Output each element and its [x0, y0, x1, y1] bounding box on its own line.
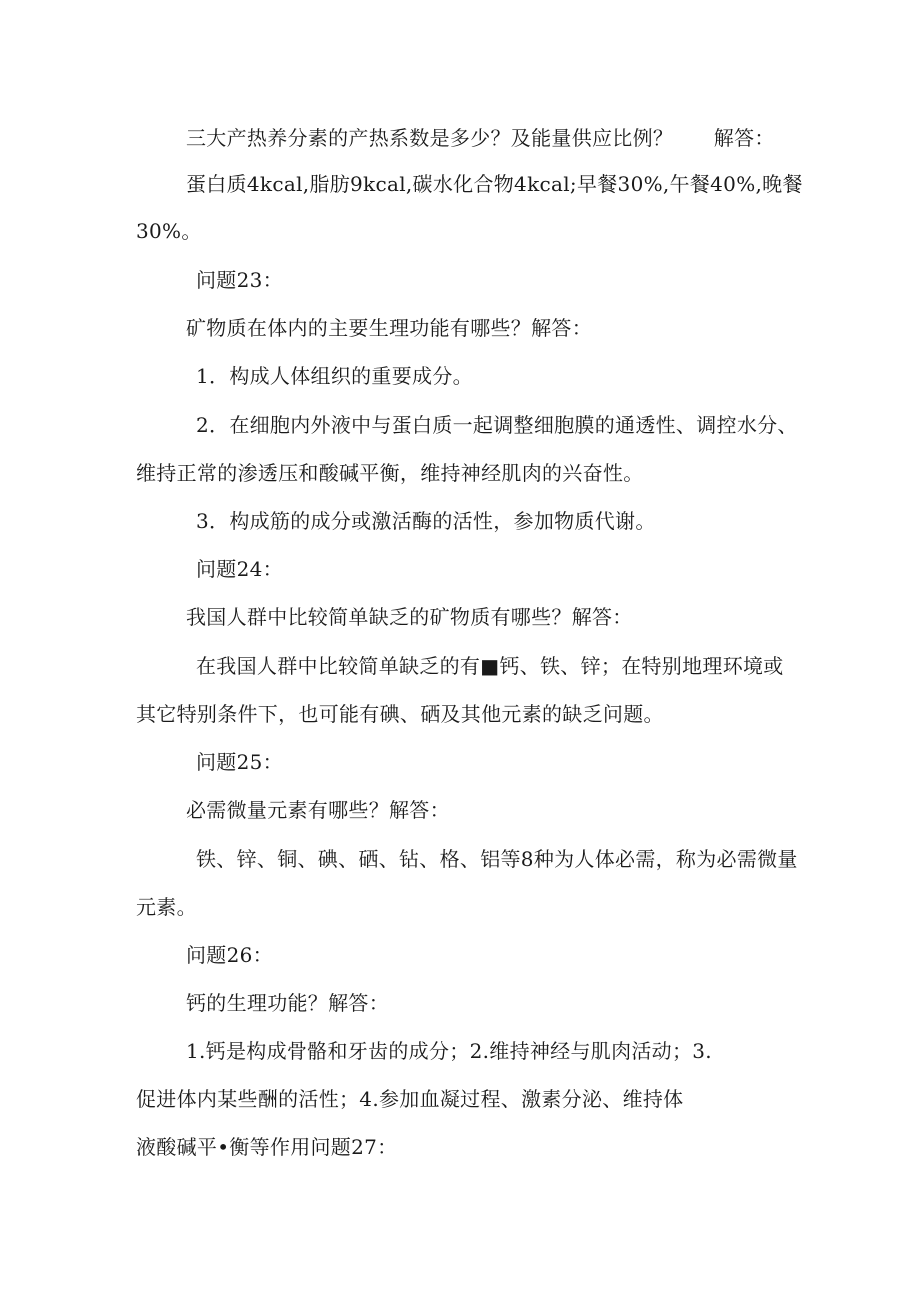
- text-line: 其它特别条件下，也可能有碘、硒及其他元素的缺乏问题。: [136, 702, 664, 726]
- section-heading: 问题26：: [186, 943, 273, 967]
- answer-line: 在我国人群中比较简单缺乏的有■钙、铁、锌；在特别地理环境或: [196, 654, 784, 678]
- list-item: 2．在细胞内外液中与蛋白质一起调整细胞膜的通透性、调控水分、: [196, 413, 798, 437]
- question-line: 我国人群中比较简单缺乏的矿物质有哪些？解答：: [186, 605, 633, 629]
- text-line: 维持正常的渗透压和酸碱平衡，维持神经肌肉的兴奋性。: [136, 461, 644, 485]
- list-item: 3．构成筋的成分或激活酶的活性，参加物质代谢。: [196, 509, 656, 533]
- answer-line: 1.钙是构成骨骼和牙齿的成分；2.维持神经与肌肉活动；3.: [186, 1039, 712, 1063]
- text-line: 三大产热养分素的产热系数是多少？及能量供应比例？ 解答：: [186, 126, 775, 150]
- answer-line: 铁、锌、铜、碘、硒、钻、格、铝等8种为人体必需，称为必需微量: [196, 847, 798, 871]
- section-heading: 问题24：: [196, 557, 283, 581]
- section-heading: 问题23：: [196, 268, 283, 292]
- section-heading: 问题25：: [196, 750, 283, 774]
- text-line: 促进体内某些酬的活性；4.参加血凝过程、激素分泌、维持体: [136, 1087, 684, 1111]
- question-line: 钙的生理功能？解答：: [186, 991, 389, 1015]
- question-line: 矿物质在体内的主要生理功能有哪些？解答：: [186, 316, 592, 340]
- list-item: 1．构成人体组织的重要成分。: [196, 364, 473, 388]
- text-line: 蛋白质4kcal,脂肪9kcal,碳水化合物4kcal;早餐30%,午餐40%,晚餐: [186, 172, 803, 196]
- question-line: 必需微量元素有哪些？解答：: [186, 798, 450, 822]
- text-line: 元素。: [136, 895, 197, 919]
- text-line: 30%。: [136, 219, 202, 243]
- text-line: 液酸碱平•衡等作用问题27：: [136, 1135, 398, 1159]
